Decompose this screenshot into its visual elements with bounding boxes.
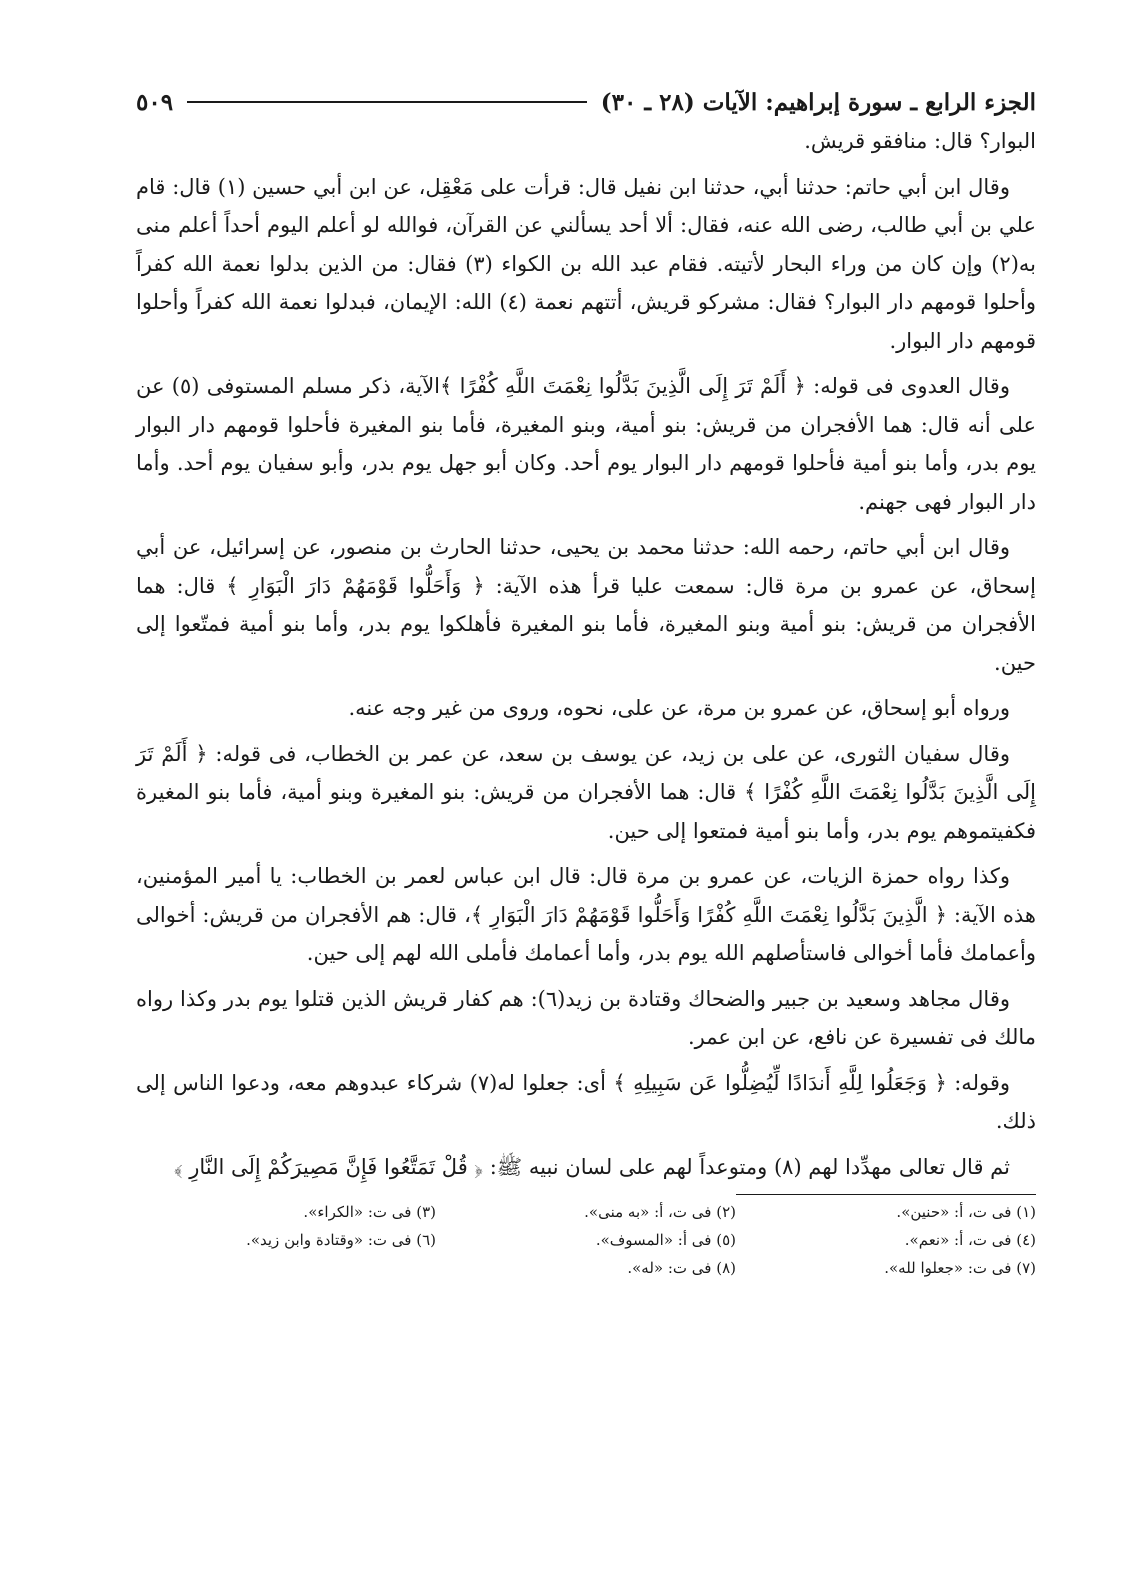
paragraph: وقال ابن أبي حاتم: حدثنا أبي، حدثنا ابن نفيل قال: قرأت على مَعْقِل، عن ابن أبي حسين (١) قال: قام علي بن أبي طالب، رضى الله عنه، فقال: ألا أحد يسألني عن القرآن، فوالله لو أعلم اليوم أحداً أعلم منى به(٢) وإن كان من وراء البحار لأتيته. فقام عبد الله بن الكواء (٣) فقال: من الذين بدلوا نعمة الله كفراً وأحلوا قومهم دار البوار؟ فقال: مشركو قريش، أتتهم نعمة (٤) الله: الإيمان، فبدلوا نعمة الله كفراً وأحلوا قومهم دار البوار. — [136, 174, 1036, 353]
paragraph: وقال العدوى فى قوله: ﴿ أَلَمْ تَرَ إِلَى الَّذِينَ بَدَّلُوا نِعْمَتَ اللَّهِ كُفْرًا ﴾الآية، ذكر مسلم المستوفى (٥) عن على أنه قال: هما الأفجران من قريش: بنو أمية، وبنو المغيرة، فأما بنو المغيرة فأحلوا قومهم دار البوار يوم بدر، وأما بنو أمية فأحلوا قومهم دار البوار يوم أحد. وكان أبو جهل يوم بدر، وأبو سفيان يوم أحد. وأما دار البوار فهى جهنم. — [136, 374, 1036, 514]
paragraph: ورواه أبو إسحاق، عن عمرو بن مرة، عن على، نحوه، وروى من غير وجه عنه. — [348, 696, 1010, 720]
page-number: ٥٠٩ — [136, 88, 174, 116]
paragraph: البوار؟ قال: منافقو قريش. — [804, 129, 1036, 153]
footnote: (٢) فى ت، أ: «به منى». — [584, 1203, 736, 1221]
footnotes — [136, 1201, 1036, 1279]
paragraph: وقوله: ﴿ وَجَعَلُوا لِلَّهِ أَندَادًا لِّيُضِلُّوا عَن سَبِيلِهِ ﴾ أى: جعلوا له(٧) شركاء عبدوهم معه، ودعوا الناس إلى ذلك. — [136, 1070, 1036, 1133]
footnote-separator — [736, 1194, 1036, 1195]
running-header — [136, 82, 1036, 122]
footnote: (٤) فى ت، أ: «نعم». — [904, 1231, 1036, 1249]
footnote: (٨) فى ت: «له». — [627, 1259, 736, 1277]
footnote: (٦) فى ت: «وقتادة وابن زيد». — [246, 1231, 436, 1249]
header-title: الجزء الرابع ـ سورة إبراهيم: الآيات (٢٨ ـ ٣٠) — [600, 88, 1036, 116]
footnote: (٧) فى ت: «جعلوا لله». — [884, 1259, 1036, 1277]
paragraph: وقال مجاهد وسعيد بن جبير والضحاك وقتادة بن زيد(٦): هم كفار قريش الذين قتلوا يوم بدر وكذا رواه مالك فى تفسيرة عن نافع، عن ابن عمر. — [136, 986, 1036, 1049]
book-page — [136, 82, 1036, 1279]
footnote: (١) فى ت، أ: «حنين». — [896, 1203, 1036, 1221]
paragraph: وقال ابن أبي حاتم، رحمه الله: حدثنا محمد بن يحيى، حدثنا الحارث بن منصور، عن إسرائيل، عن أبي إسحاق، عن عمرو بن مرة قال: سمعت عليا قرأ هذه الآية: ﴿ وَأَحَلُّوا قَوْمَهُمْ دَارَ الْبَوَارِ ﴾ قال: هما الأفجران من قريش: بنو أمية وبنو المغيرة، فأما بنو المغيرة فأهلكوا يوم بدر، وأما بنو أمية فمتّعوا إلى حين. — [136, 535, 1036, 675]
paragraph: ثم قال تعالى مهدِّدا لهم (٨) ومتوعداً لهم على لسان نبيه ﷺ: ﴿ قُلْ تَمَتَّعُوا فَإِنَّ مَصِيرَكُمْ إِلَى النَّارِ ﴾ — [173, 1154, 1010, 1179]
paragraph: وكذا رواه حمزة الزيات، عن عمرو بن مرة قال: قال ابن عباس لعمر بن الخطاب: يا أمير المؤمنين، هذه الآية: ﴿ الَّذِينَ بَدَّلُوا نِعْمَتَ اللَّهِ كُفْرًا وَأَحَلُّوا قَوْمَهُمْ دَارَ الْبَوَارِ ﴾، قال: هم الأفجران من قريش: أخوالى وأعمامك فأما أخوالى فاستأصلهم الله يوم بدر، وأما أعمامك فأملى الله لهم إلى حين. — [136, 864, 1036, 965]
paragraph: وقال سفيان الثورى، عن على بن زيد، عن يوسف بن سعد، عن عمر بن الخطاب، فى قوله: ﴿ أَلَمْ تَرَ إِلَى الَّذِينَ بَدَّلُوا نِعْمَتَ اللَّهِ كُفْرًا ﴾ قال: هما الأفجران من قريش: بنو المغيرة وبنو أمية، فأما بنو المغيرة فكفيتموهم يوم بدر، وأما بنو أمية فمتعوا إلى حين. — [136, 741, 1036, 843]
header-rule — [187, 101, 587, 103]
footnote: (٣) فى ت: «الكراء». — [303, 1203, 436, 1221]
footnote: (٥) فى أ: «المسوف». — [595, 1231, 736, 1249]
main-text — [136, 122, 1036, 1186]
